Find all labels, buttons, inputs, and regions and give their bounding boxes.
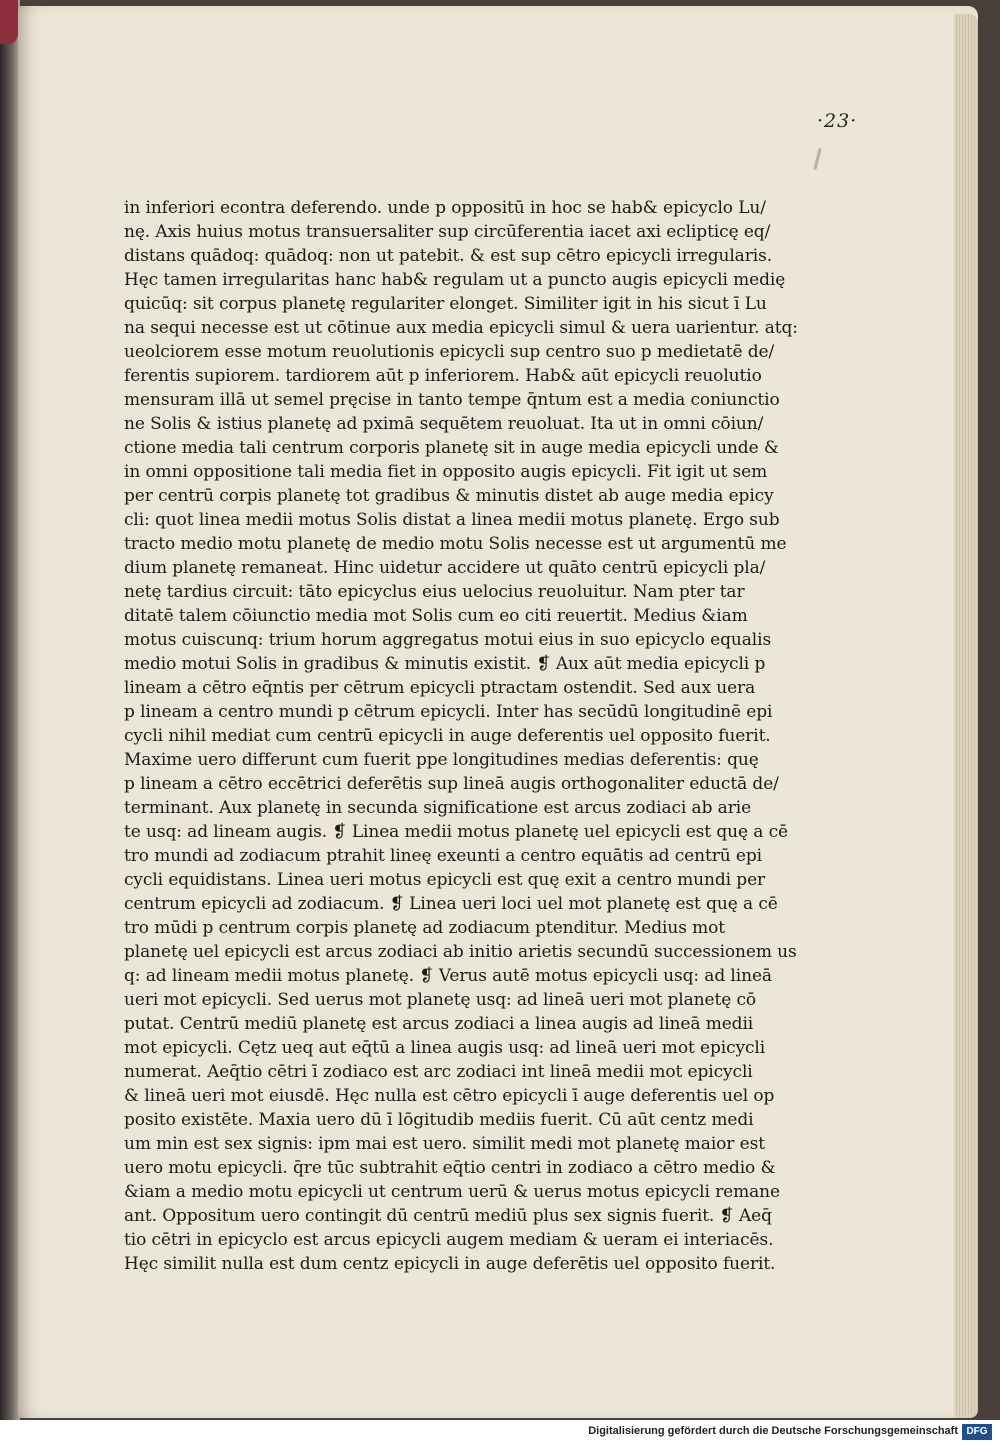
text-line: uero motu epicycli. q̄re tūc subtrahit eq̄tio centri in zodiaco a cētro medio & bbox=[124, 1158, 776, 1178]
text-line: p lineam a cētro eccētrici deferētis sup lineā augis orthogonaliter eductā de/ bbox=[124, 774, 779, 794]
text-line: putat. Centrū mediū planetę est arcus zodiaci a linea augis ad lineā medii bbox=[124, 1014, 754, 1034]
text-line: na sequi necesse est ut cōtinue aux media epicycli simul & uera uarientur. atq: bbox=[124, 318, 798, 338]
text-line: tio cētri in epicyclo est arcus epicycli augem mediam & ueram ei interiacēs. bbox=[124, 1230, 774, 1250]
text-line: dium planetę remaneat. Hinc uidetur accidere ut quāto centrū epicycli pla/ bbox=[124, 558, 766, 578]
footer-credit: Digitalisierung gefördert durch die Deutsche Forschungsgemeinschaft bbox=[588, 1425, 958, 1437]
text-line: distans quādoq: quādoq: non ut patebit. & est sup cētro epicycli irregularis. bbox=[124, 246, 773, 266]
text-line: Hęc tamen irregularitas hanc hab& regulam ut a puncto augis epicycli medię bbox=[124, 270, 786, 290]
text-line: per centrū corpis planetę tot gradibus & minutis distet ab auge media epicy bbox=[124, 486, 774, 506]
text-line: &iam a medio motu epicycli ut centrum uerū & uerus motus epicycli remane bbox=[124, 1182, 780, 1202]
text-line: ctione media tali centrum corporis planetę sit in auge media epicycli unde & bbox=[124, 438, 779, 458]
text-line: mensuram illā ut semel pręcise in tanto tempe q̄ntum est a media coniunctio bbox=[124, 390, 780, 410]
book-spine-edge bbox=[0, 0, 20, 1420]
text-line: centrum epicycli ad zodiacum. ❡ Linea ueri loci uel mot planetę est quę a cē bbox=[124, 894, 778, 914]
text-line: Hęc similit nulla est dum centz epicycli in auge deferētis uel opposito fuerit. bbox=[124, 1254, 776, 1274]
text-line: ferentis supiorem. tardiorem aūt p inferiorem. Hab& aūt epicycli reuolutio bbox=[124, 366, 762, 386]
text-line: ditatē talem cōiunctio media mot Solis cum eo citi reuertit. Medius &iam bbox=[124, 606, 748, 626]
text-line: posito existēte. Maxia uero dū ī lōgitudib mediis fuerit. Cū aūt centz medi bbox=[124, 1110, 754, 1130]
text-line: cli: quot linea medii motus Solis distat a linea medii motus planetę. Ergo sub bbox=[124, 510, 780, 530]
text-line: motus cuiscunq: trium horum aggregatus motui eius in suo epicyclo equalis bbox=[124, 630, 772, 650]
text-line: p lineam a centro mundi p cētrum epicycli. Inter has secūdū longitudinē epi bbox=[124, 702, 773, 722]
text-line: in omni oppositione tali media fiet in opposito augis epicycli. Fit igit ut sem bbox=[124, 462, 768, 482]
dfg-logo: DFG bbox=[962, 1424, 992, 1440]
text-line: medio motui Solis in gradibus & minutis existit. ❡ Aux aūt media epicycli p bbox=[124, 654, 766, 674]
text-line: terminant. Aux planetę in secunda significatione est arcus zodiaci ab arie bbox=[124, 798, 752, 818]
text-line: tracto medio motu planetę de medio motu Solis necesse est ut argumentū me bbox=[124, 534, 787, 554]
text-line: ant. Oppositum uero contingit dū centrū mediū plus sex signis fuerit. ❡ Aeq̄ bbox=[124, 1206, 772, 1226]
text-line: & lineā ueri mot eiusdē. Hęc nulla est cētro epicycli ī auge deferentis uel op bbox=[124, 1086, 775, 1106]
text-line: Maxime uero differunt cum fuerit ppe longitudines medias deferentis: quę bbox=[124, 750, 759, 770]
text-line: in inferiori econtra deferendo. unde p oppositū in hoc se hab& epicyclo Lu/ bbox=[124, 198, 766, 218]
text-line: quicūq: sit corpus planetę regulariter elonget. Similiter igit in his sicut ī Lu bbox=[124, 294, 767, 314]
text-line: um min est sex signis: ipm mai est uero. similit medi mot planetę maior est bbox=[124, 1134, 765, 1154]
text-line: ne Solis & istius planetę ad pximā sequētem reuoluat. Ita ut in omni cōiun/ bbox=[124, 414, 764, 434]
folio-number: ·23· bbox=[817, 110, 858, 132]
text-line: nę. Axis huius motus transuersaliter sup circūferentia iacet axi eclipticę eq/ bbox=[124, 222, 771, 242]
binding-ribbon bbox=[0, 0, 18, 44]
text-line: netę tardius circuit: tāto epicyclus eius uelocius reuoluitur. Nam pter tar bbox=[124, 582, 745, 602]
text-line: mot epicycli. Cętz ueq aut eq̄tū a linea augis usq: ad lineā ueri mot epicycli bbox=[124, 1038, 766, 1058]
text-line: lineam a cētro eq̄ntis per cētrum epicycli ptractam ostendit. Sed aux uera bbox=[124, 678, 756, 698]
text-line: tro mundi ad zodiacum ptrahit lineę exeunti a centro equātis ad centrū epi bbox=[124, 846, 762, 866]
text-line: numerat. Aeq̄tio cētri ī zodiaco est arc zodiaci int lineā medii mot epicycli bbox=[124, 1062, 753, 1082]
page-edges bbox=[954, 14, 978, 1418]
text-line: ueri mot epicycli. Sed uerus mot planetę usq: ad lineā ueri mot planetę cō bbox=[124, 990, 757, 1010]
text-line: te usq: ad lineam augis. ❡ Linea medii motus planetę uel epicycli est quę a cē bbox=[124, 822, 788, 842]
text-line: cycli equidistans. Linea ueri motus epicycli est quę exit a centro mundi per bbox=[124, 870, 766, 890]
text-line: planetę uel epicycli est arcus zodiaci ab initio arietis secundū successionem us bbox=[124, 942, 797, 962]
text-line: ueolciorem esse motum reuolutionis epicycli sup centro suo p medietatē de/ bbox=[124, 342, 775, 362]
text-line: tro mūdi p centrum corpis planetę ad zodiacum ptenditur. Medius mot bbox=[124, 918, 726, 938]
text-block bbox=[124, 196, 798, 1276]
footer-bar bbox=[0, 1420, 1000, 1445]
text-line: q: ad lineam medii motus planetę. ❡ Verus autē motus epicycli usq: ad lineā bbox=[124, 966, 772, 986]
text-line: cycli nihil mediat cum centrū epicycli in auge deferentis uel opposito fuerit. bbox=[124, 726, 771, 746]
